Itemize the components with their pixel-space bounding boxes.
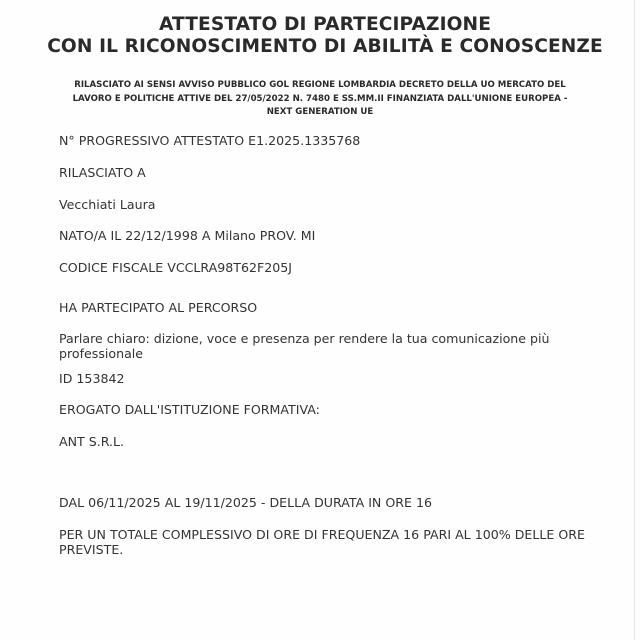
progressive-number: N° PROGRESSIVO ATTESTATO E1.2025.1335768 [59,133,361,148]
course-title-line-1: Parlare chiaro: dizione, voce e presenza per rendere la tua comunicazione più [59,331,550,346]
legal-reference-line-3: NEXT GENERATION UE [266,107,374,117]
title-line-2: CON IL RICONOSCIMENTO DI ABILITÀ E CONOSCENZE [47,36,603,57]
legal-reference [70,79,570,120]
page-edge-divider [634,0,635,640]
legal-reference-line-1: RILASCIATO AI SENSI AVVISO PUBBLICO GOL REGIONE LOMBARDIA DECRETO DELLA UO MERCATO DEL [74,80,566,90]
title-line-1: ATTESTATO DI PARTECIPAZIONE [158,14,492,35]
course-label: HA PARTECIPATO AL PERCORSO [59,300,258,315]
issued-to-label: RILASCIATO A [59,165,146,180]
attendance-line-2: PREVISTE. [59,542,124,557]
attendance-line-1: PER UN TOTALE COMPLESSIVO DI ORE DI FREQUENZA 16 PARI AL 100% DELLE ORE [59,527,585,542]
legal-reference-line-2: LAVORO E POLITICHE ATTIVE DEL 27/05/2022 N. 7480 E SS.MM.II FINANZIATA DALL'UNIONE EUROPEA - [72,93,568,104]
provider-name: ANT S.R.L. [59,434,125,449]
document-title [0,14,640,58]
course-title-line-2: professionale [59,346,144,361]
tax-code: CODICE FISCALE VCCLRA98T62F205J [59,260,293,275]
recipient-name: Vecchiati Laura [59,197,156,212]
course-period: DAL 06/11/2025 AL 19/11/2025 - DELLA DURATA IN ORE 16 [59,495,432,510]
provider-label: EROGATO DALL'ISTITUZIONE FORMATIVA: [59,402,320,417]
birth-info: NATO/A IL 22/12/1998 A Milano PROV. MI [59,228,316,243]
course-id: ID 153842 [59,371,125,386]
